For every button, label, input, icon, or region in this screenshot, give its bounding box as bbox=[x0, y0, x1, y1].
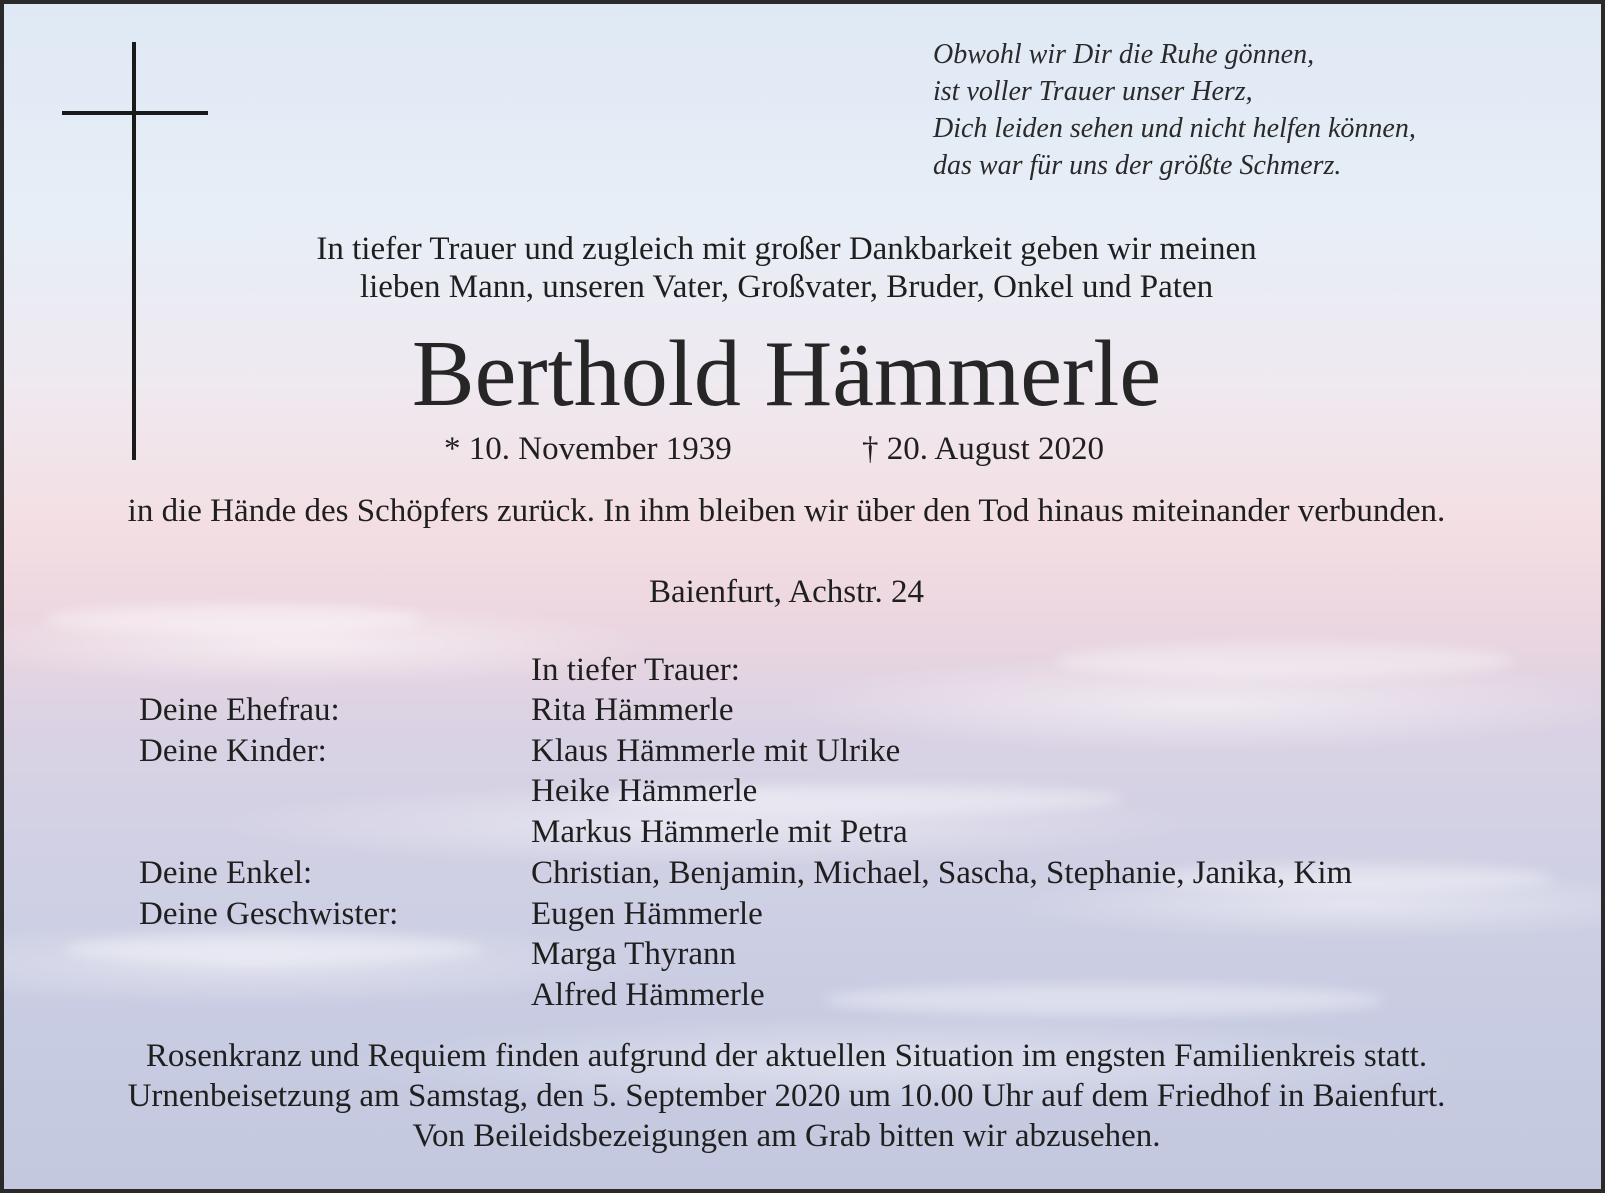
intro-line: lieben Mann, unseren Vater, Großvater, Bruder, Onkel und Paten bbox=[359, 269, 1214, 305]
family-names: Heike Hämmerle bbox=[531, 773, 758, 810]
family-names: Eugen Hämmerle bbox=[531, 895, 763, 932]
funeral-info-line: Urnenbeisetzung am Samstag, den 5. September 2020 um 10.00 Uhr auf dem Friedhof in Baienfurt. bbox=[127, 1078, 1446, 1114]
cloud-decoration bbox=[1054, 644, 1514, 678]
intro-text bbox=[4, 230, 1569, 306]
family-role bbox=[139, 771, 531, 812]
family-row bbox=[139, 975, 1352, 1016]
family-names: Marga Thyrann bbox=[531, 936, 736, 973]
family-row bbox=[139, 731, 1352, 772]
birth-date: * 10. November 1939 bbox=[444, 431, 732, 467]
family-row bbox=[139, 934, 1352, 975]
deceased-name: Berthold Hämmerle bbox=[411, 322, 1162, 426]
family-list bbox=[139, 690, 1352, 1016]
family-role: Deine Ehefrau: bbox=[139, 692, 340, 728]
cross-icon-bar bbox=[62, 111, 208, 115]
family-row bbox=[139, 853, 1352, 894]
family-role bbox=[139, 812, 531, 853]
funeral-info bbox=[4, 1036, 1569, 1156]
poem-line: ist voller Trauer unser Herz, bbox=[933, 76, 1253, 107]
funeral-info-line: Von Beileidsbezeigungen am Grab bitten wir abzusehen. bbox=[412, 1118, 1161, 1154]
family-names: Alfred Hämmerle bbox=[531, 976, 765, 1013]
family-role: Deine Kinder: bbox=[139, 732, 327, 769]
family-names: Klaus Hämmerle mit Ulrike bbox=[531, 732, 901, 769]
family-row bbox=[139, 690, 1352, 731]
family-names: Markus Hämmerle mit Petra bbox=[531, 814, 908, 851]
poem bbox=[933, 36, 1416, 184]
poem-line: Dich leiden sehen und nicht helfen können, bbox=[933, 113, 1416, 144]
family-role bbox=[139, 934, 531, 975]
family-names: Rita Hämmerle bbox=[531, 692, 734, 728]
family-row bbox=[139, 894, 1352, 935]
family-role: Deine Enkel: bbox=[139, 854, 313, 891]
death-date: † 20. August 2020 bbox=[862, 431, 1105, 467]
family-role: Deine Geschwister: bbox=[139, 895, 399, 932]
family-row bbox=[139, 771, 1352, 812]
family-names: Christian, Benjamin, Michael, Sascha, Stephanie, Janika, Kim bbox=[531, 854, 1353, 891]
mourners-heading: In tiefer Trauer: bbox=[531, 652, 740, 688]
address: Baienfurt, Achstr. 24 bbox=[649, 574, 924, 610]
return-statement: in die Hände des Schöpfers zurück. In ihm bleiben wir über den Tod hinaus miteinander verbunden. bbox=[127, 493, 1446, 529]
funeral-info-line: Rosenkranz und Requiem finden aufgrund der aktuellen Situation im engsten Familienkreis statt. bbox=[145, 1038, 1428, 1074]
intro-line: In tiefer Trauer und zugleich mit großer Dankbarkeit geben wir meinen bbox=[316, 231, 1257, 267]
poem-line: das war für uns der größte Schmerz. bbox=[933, 150, 1342, 181]
poem-line: Obwohl wir Dir die Ruhe gönnen, bbox=[933, 39, 1315, 70]
family-role bbox=[139, 975, 531, 1016]
family-row bbox=[139, 812, 1352, 853]
